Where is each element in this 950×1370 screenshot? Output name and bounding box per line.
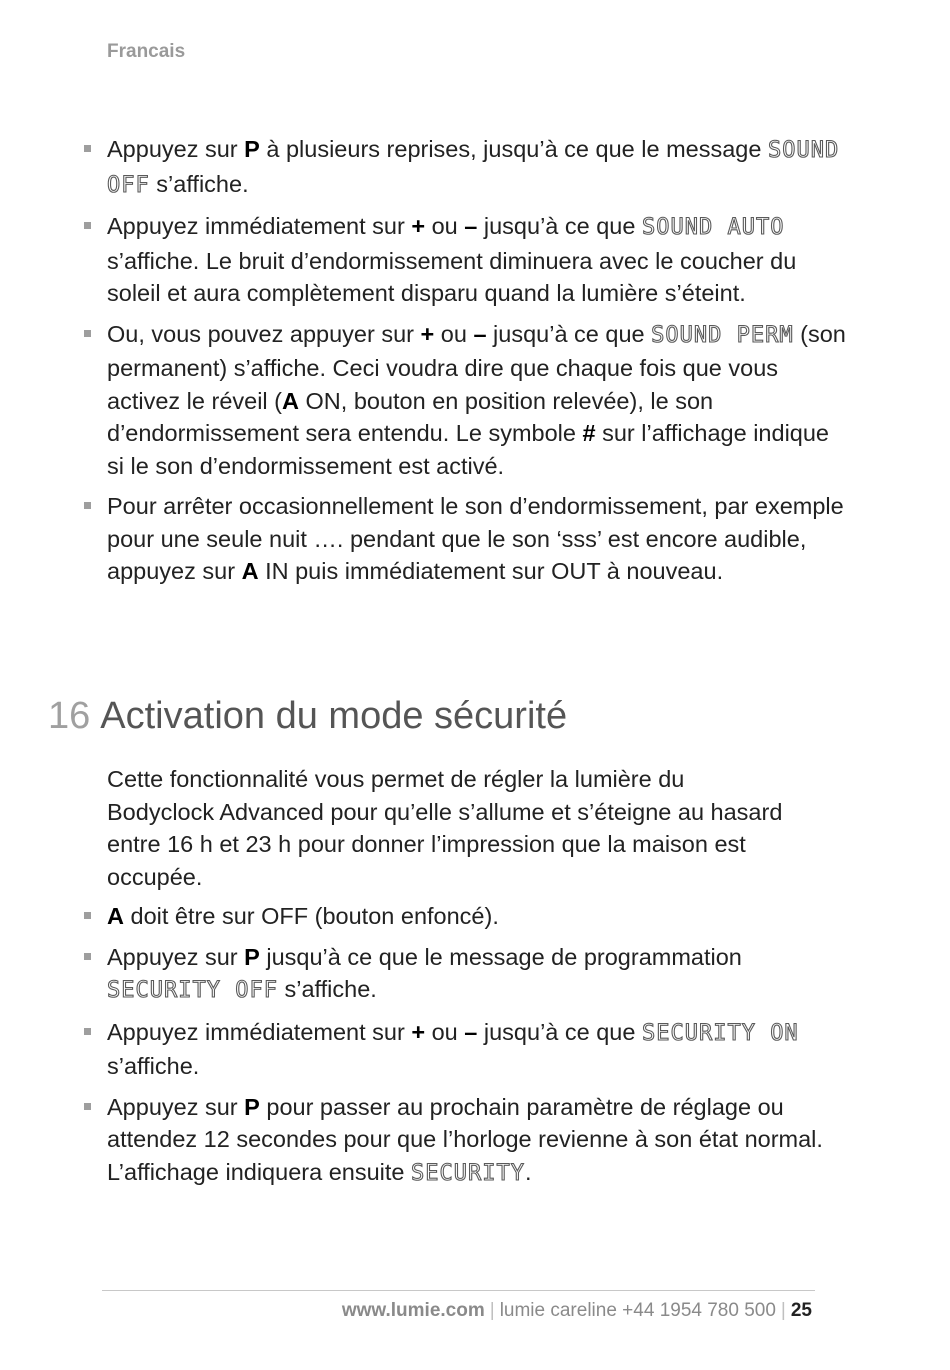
button-key: + <box>411 213 426 239</box>
button-key: – <box>464 1018 478 1045</box>
list-item: A doit être sur OFF (bouton enfoncé). <box>82 900 852 933</box>
button-key: P <box>244 136 260 162</box>
footer-separator: | <box>780 1300 786 1321</box>
instruction-list-security <box>82 900 852 1198</box>
button-key: A <box>241 558 259 584</box>
section-title: Activation du mode sécurité <box>100 695 568 737</box>
footer-url-link[interactable]: www.lumie.com <box>341 1300 485 1321</box>
lcd-message: SOUND OFF <box>107 138 840 198</box>
footer <box>342 1300 812 1322</box>
footer-divider <box>102 1290 815 1291</box>
list-item: Appuyez sur P à plusieurs reprises, jusqu’à ce que le message SOUND OFF s’affiche. <box>82 133 852 202</box>
button-key: P <box>244 1093 260 1120</box>
lcd-message: SOUND AUTO <box>641 215 785 240</box>
bullet-square-icon <box>84 330 91 337</box>
bullet-square-icon <box>84 1028 91 1035</box>
list-item: Pour arrêter occasionnellement le son d’endormissement, par exemple pour une seule nuit …. pendant que le son ‘sss’ est encore audible, appuyez sur A IN puis immédiatement sur OUT à nouveau. <box>82 490 852 588</box>
instruction-list-sound <box>82 133 852 596</box>
header-language: Francais <box>107 41 186 62</box>
list-item: Ou, vous pouvez appuyer sur + ou – jusqu’à ce que SOUND PERM (son permanent) s’affiche. Ceci voudra dire que chaque fois que vous activez le réveil (A ON, bouton en position relevée), le son d’endormissement sera entendu. Le symbole # sur l’affichage indique si le son d’endormissement est activé. <box>82 318 852 483</box>
button-key: P <box>244 943 260 970</box>
list-item: Appuyez sur P jusqu’à ce que le message de programmation SECURITY OFF s’affiche. <box>82 941 852 1008</box>
bullet-square-icon <box>84 145 91 152</box>
section-heading <box>48 695 567 738</box>
bullet-square-icon <box>84 912 91 919</box>
hash-symbol: # <box>582 420 596 446</box>
section-number: 16 <box>48 695 91 737</box>
lcd-message: SOUND PERM <box>651 322 794 348</box>
bullet-square-icon <box>84 953 91 960</box>
button-key: A <box>107 903 124 929</box>
footer-separator: | <box>489 1300 495 1321</box>
bullet-square-icon <box>84 502 91 509</box>
list-item: Appuyez immédiatement sur + ou – jusqu’à ce que SECURITY ON s’affiche. <box>82 1016 852 1083</box>
button-key: – <box>464 213 478 239</box>
footer-careline: lumie careline +44 1954 780 500 <box>499 1300 776 1321</box>
button-key: + <box>420 320 435 347</box>
bullet-square-icon <box>84 1103 91 1110</box>
button-key: + <box>411 1018 426 1045</box>
page-number: 25 <box>790 1300 812 1321</box>
list-item: Appuyez sur P pour passer au prochain paramètre de réglage ou attendez 12 secondes pour que l’horloge revienne à son état normal. L’affichage indiquera ensuite SECURITY. <box>82 1091 852 1191</box>
button-key: A <box>282 387 299 414</box>
bullet-square-icon <box>84 222 91 229</box>
list-item: Appuyez immédiatement sur + ou – jusqu’à ce que SOUND AUTO s’affiche. Le bruit d’endormissement diminuera avec le coucher du soleil et aura complètement disparu quand la lumière s’éteint. <box>82 210 852 310</box>
lcd-message: SECURITY ON <box>641 1020 799 1046</box>
button-key: – <box>473 320 487 347</box>
lcd-message: SECURITY OFF <box>107 978 278 1003</box>
lcd-message: SECURITY <box>411 1160 525 1186</box>
section-intro: Cette fonctionnalité vous permet de régler la lumière du Bodyclock Advanced pour qu’elle s’allume et s’éteigne au hasard entre 16 h et 23 h pour donner l’impression que la maison est occupée. <box>107 766 783 890</box>
